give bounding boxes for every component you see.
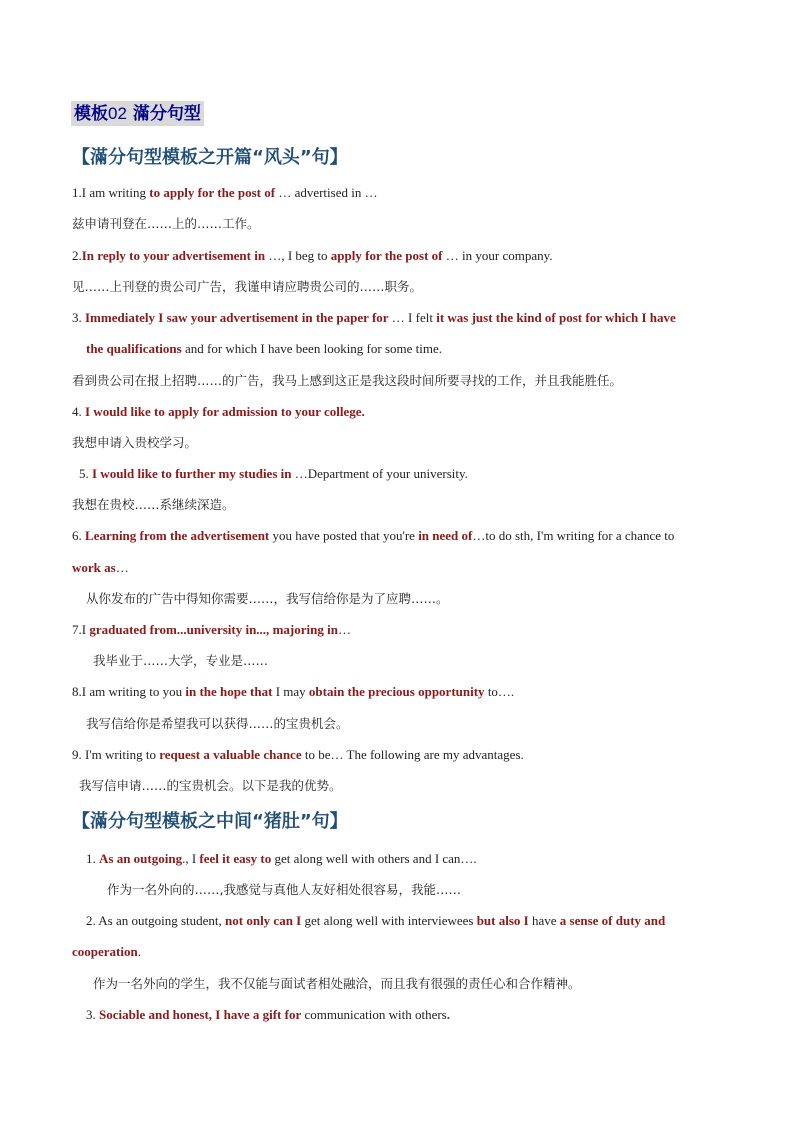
sentence-7-cn: 我毕业于……大学，专业是…… — [93, 653, 269, 668]
middle-sentence-1-en: 1. As an outgoing., I feel it easy to get along well with others and I can…. — [86, 851, 477, 866]
middle-sentence-2-cn: 作为一名外向的学生，我不仅能与面试者相处融洽，而且我有很强的责任心和合作精神。 — [93, 976, 581, 991]
middle-sentence-3-en: 3. Sociable and honest, I have a gift for communication with others. — [86, 1007, 450, 1022]
sentence-5-cn: 我想在贵校……系继续深造。 — [72, 497, 235, 512]
sentence-9-en: 9. I'm writing to request a valuable chance to be… The following are my advantages. — [72, 747, 524, 762]
section-heading-opening: 【滿分句型模板之开篇“风头”句】 — [72, 147, 348, 168]
middle-sentence-1-cn: 作为一名外向的……,我感觉与真他人友好相处很容易，我能…… — [107, 882, 461, 897]
sentence-8-en: 8.I am writing to you in the hope that I may obtain the precious opportunity to…. — [72, 684, 515, 699]
section-heading-middle: 【滿分句型模板之中间“猪肚”句】 — [72, 811, 348, 832]
sentence-5-en: 5. I would like to further my studies in …Department of your university. — [79, 466, 468, 481]
sentence-1-cn: 兹申请刊登在……上的……工作。 — [72, 216, 260, 231]
sentence-4-cn: 我想申请入贵校学习。 — [72, 435, 198, 450]
sentence-6-en-cont: work as… — [72, 560, 129, 575]
sentence-7-en: 7.I graduated from...university in..., majoring in… — [72, 622, 351, 637]
template-title — [71, 101, 204, 126]
sentence-3-cn: 看到贵公司在报上招聘……的广告，我马上感到这正是我这段时间所要寻找的工作，并且我能胜任。 — [72, 373, 623, 388]
title-suffix: 滿分句型 — [132, 104, 201, 124]
sentence-3-en: 3. Immediately I saw your advertisement in the paper for … I felt it was just the kind of post for which I have — [72, 310, 676, 325]
middle-sentence-2-en-cont: cooperation. — [72, 944, 141, 959]
sentence-3-en-cont: the qualifications and for which I have been looking for some time. — [86, 341, 443, 356]
sentence-6-en: 6. Learning from the advertisement you have posted that you're in need of…to do sth, I'm writing for a chance to — [72, 528, 675, 543]
sentence-9-cn: 我写信申请……的宝贵机会。以下是我的优势。 — [79, 778, 342, 793]
sentence-8-cn: 我写信给你是希望我可以获得……的宝贵机会。 — [86, 716, 349, 731]
middle-sentence-2-en: 2. As an outgoing student, not only can I get along well with interviewees but also I have a sense of duty and — [86, 913, 666, 928]
sentence-6-cn: 从你发布的广告中得知你需要……，我写信给你是为了应聘……。 — [86, 591, 449, 606]
sentence-1-en: 1.I am writing to apply for the post of … advertised in … — [72, 185, 378, 200]
sentence-2-en: 2.In reply to your advertisement in …, I beg to apply for the post of … in your company. — [72, 248, 553, 263]
sentence-2-cn: 见……上刊登的贵公司广告，我谨申请应聘贵公司的……职务。 — [72, 279, 423, 294]
sentence-4-en: 4. I would like to apply for admission to your college. — [72, 404, 365, 419]
title-number: 02 — [108, 104, 127, 123]
title-prefix: 模板 — [74, 104, 108, 124]
